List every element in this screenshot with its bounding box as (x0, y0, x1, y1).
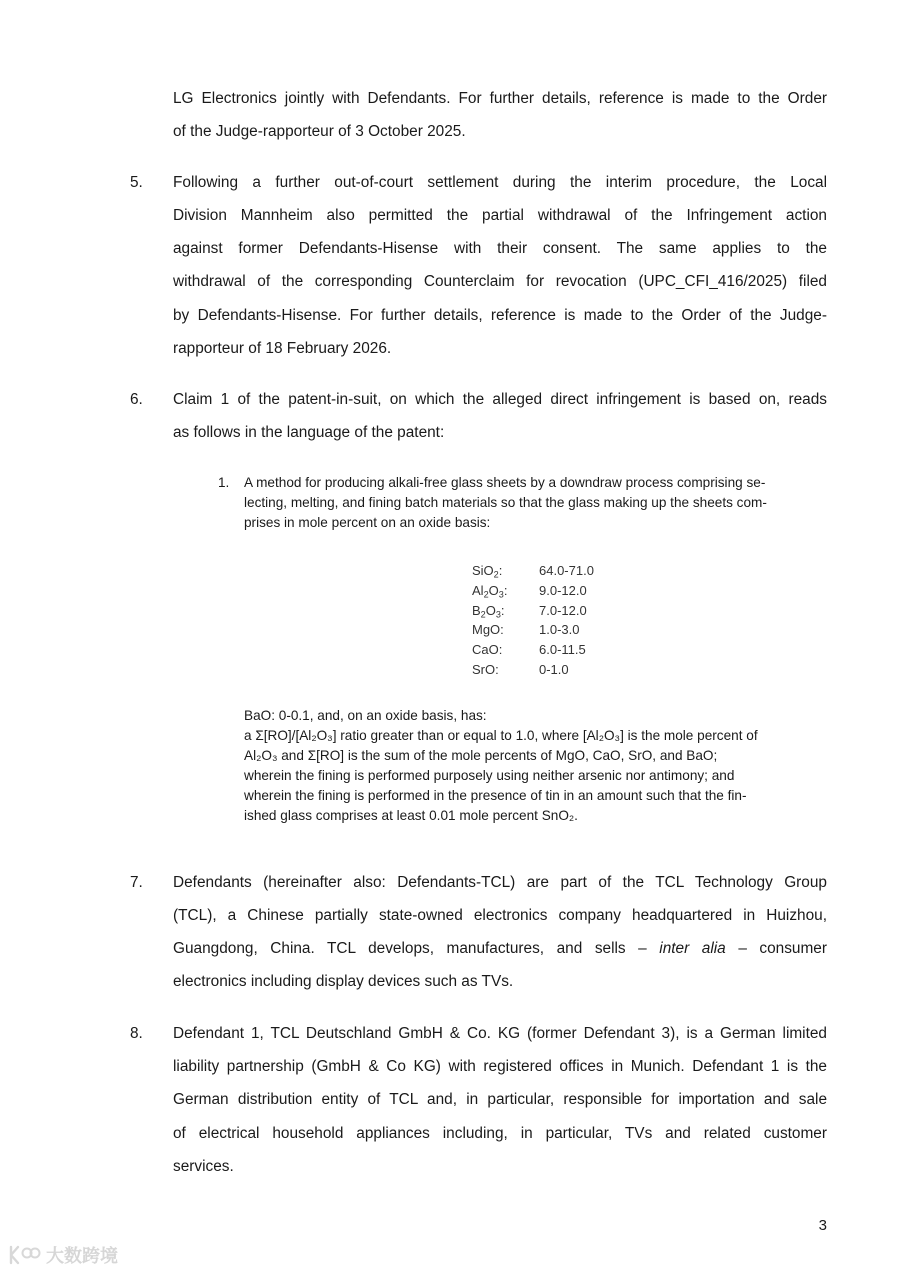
para-8-line-3: German distribution entity of TCL and, in particular, responsible for importation and sale (173, 1091, 827, 1108)
claim-tail-line-6: ished glass comprises at least 0.01 mole percent SnO₂. (244, 808, 578, 823)
para-6-line-1: Claim 1 of the patent-in-suit, on which the alleged direct infringement is based on, reads (173, 391, 827, 408)
para-7-line-3: Guangdong, China. TCL develops, manufactures, and sells – inter alia – consumer (173, 940, 827, 957)
claim-tail-line-3: Al₂O₃ and Σ[RO] is the sum of the mole percents of MgO, CaO, SrO, and BaO; (244, 748, 718, 763)
para-intro-line-1: LG Electronics jointly with Defendants. For further details, reference is made to the Order (173, 90, 827, 107)
para-8-line-1: Defendant 1, TCL Deutschland GmbH & Co. KG (former Defendant 3), is a German limited (173, 1025, 827, 1042)
para-7-number: 7. (130, 874, 143, 891)
oxide-name-al2o3: $Al_2O_3$: (472, 583, 508, 600)
oxide-name-sio2: SiO$_2$: (472, 563, 503, 580)
oxide-name-mgo: MgO: (472, 622, 504, 637)
para-intro-line-2: of the Judge-rapporteur of 3 October 2025. (173, 123, 466, 140)
oxide-name-b2o3: $B_2O_3$: (472, 603, 505, 620)
para-7-line-1: Defendants (hereinafter also: Defendants-TCL) are part of the TCL Technology Group (173, 874, 827, 891)
para-5-number: 5. (130, 174, 143, 191)
oxide-name-sro: SrO: (472, 662, 499, 677)
watermark (8, 1242, 118, 1268)
claim-tail-line-2: a Σ[RO]/[Al₂O₃] ratio greater than or equal to 1.0, where [Al₂O₃] is the mole percent of (244, 728, 758, 743)
para-5-line-3: against former Defendants-Hisense with their consent. The same applies to the (173, 240, 827, 257)
page-number: 3 (818, 1217, 827, 1234)
para-5-line-1: Following a further out-of-court settlement during the interim procedure, the Local (173, 174, 827, 191)
para-5-line-2: Division Mannheim also permitted the partial withdrawal of the Infringement action (173, 207, 827, 224)
oxide-name-cao: CaO: (472, 642, 503, 657)
claim-line-3: prises in mole percent on an oxide basis: (244, 515, 491, 530)
para-5-line-5: by Defendants-Hisense. For further details, reference is made to the Order of the Judge- (173, 307, 827, 324)
para-5-line-6: rapporteur of 18 February 2026. (173, 340, 392, 357)
para-6-number: 6. (130, 391, 143, 408)
claim-tail-line-5: wherein the fining is performed in the presence of tin in an amount such that the fin- (244, 788, 747, 803)
claim-number: 1. (218, 475, 230, 490)
italic-inter-alia: inter alia (659, 940, 726, 957)
para-7-line-2: (TCL), a Chinese partially state-owned electronics company headquartered in Huizhou, (173, 907, 827, 924)
oxide-value-al2o3: 9.0-12.0 (539, 583, 587, 598)
oxide-value-cao: 6.0-11.5 (539, 642, 586, 657)
claim-line-1: A method for producing alkali-free glass sheets by a downdraw process comprising se- (244, 475, 766, 490)
oxide-value-b2o3: 7.0-12.0 (539, 603, 587, 618)
oxide-value-sro: 0-1.0 (539, 662, 569, 677)
claim-tail-line-4: wherein the fining is performed purposely using neither arsenic nor antimony; and (244, 768, 735, 783)
para-5-line-4: withdrawal of the corresponding Counterclaim for revocation (UPC_CFI_416/2025) filed (173, 273, 827, 290)
watermark-text: 大数跨境 (46, 1246, 118, 1267)
oxide-value-mgo: 1.0-3.0 (539, 622, 580, 637)
kc-logo-icon (8, 1243, 42, 1267)
claim-line-2: lecting, melting, and fining batch materials so that the glass making up the sheets com- (244, 495, 767, 510)
para-8-number: 8. (130, 1025, 143, 1042)
oxide-value-sio2: 64.0-71.0 (539, 563, 594, 578)
para-8-line-4: of electrical household appliances including, in particular, TVs and related customer (173, 1125, 827, 1142)
para-8-line-5: services. (173, 1158, 234, 1175)
para-7-line-4: electronics including display devices such as TVs. (173, 973, 514, 990)
para-8-line-2: liability partnership (GmbH & Co KG) with registered offices in Munich. Defendant 1 is the (173, 1058, 827, 1075)
para-6-line-2: as follows in the language of the patent: (173, 424, 445, 441)
claim-tail-line-1: BaO: 0-0.1, and, on an oxide basis, has: (244, 708, 487, 723)
